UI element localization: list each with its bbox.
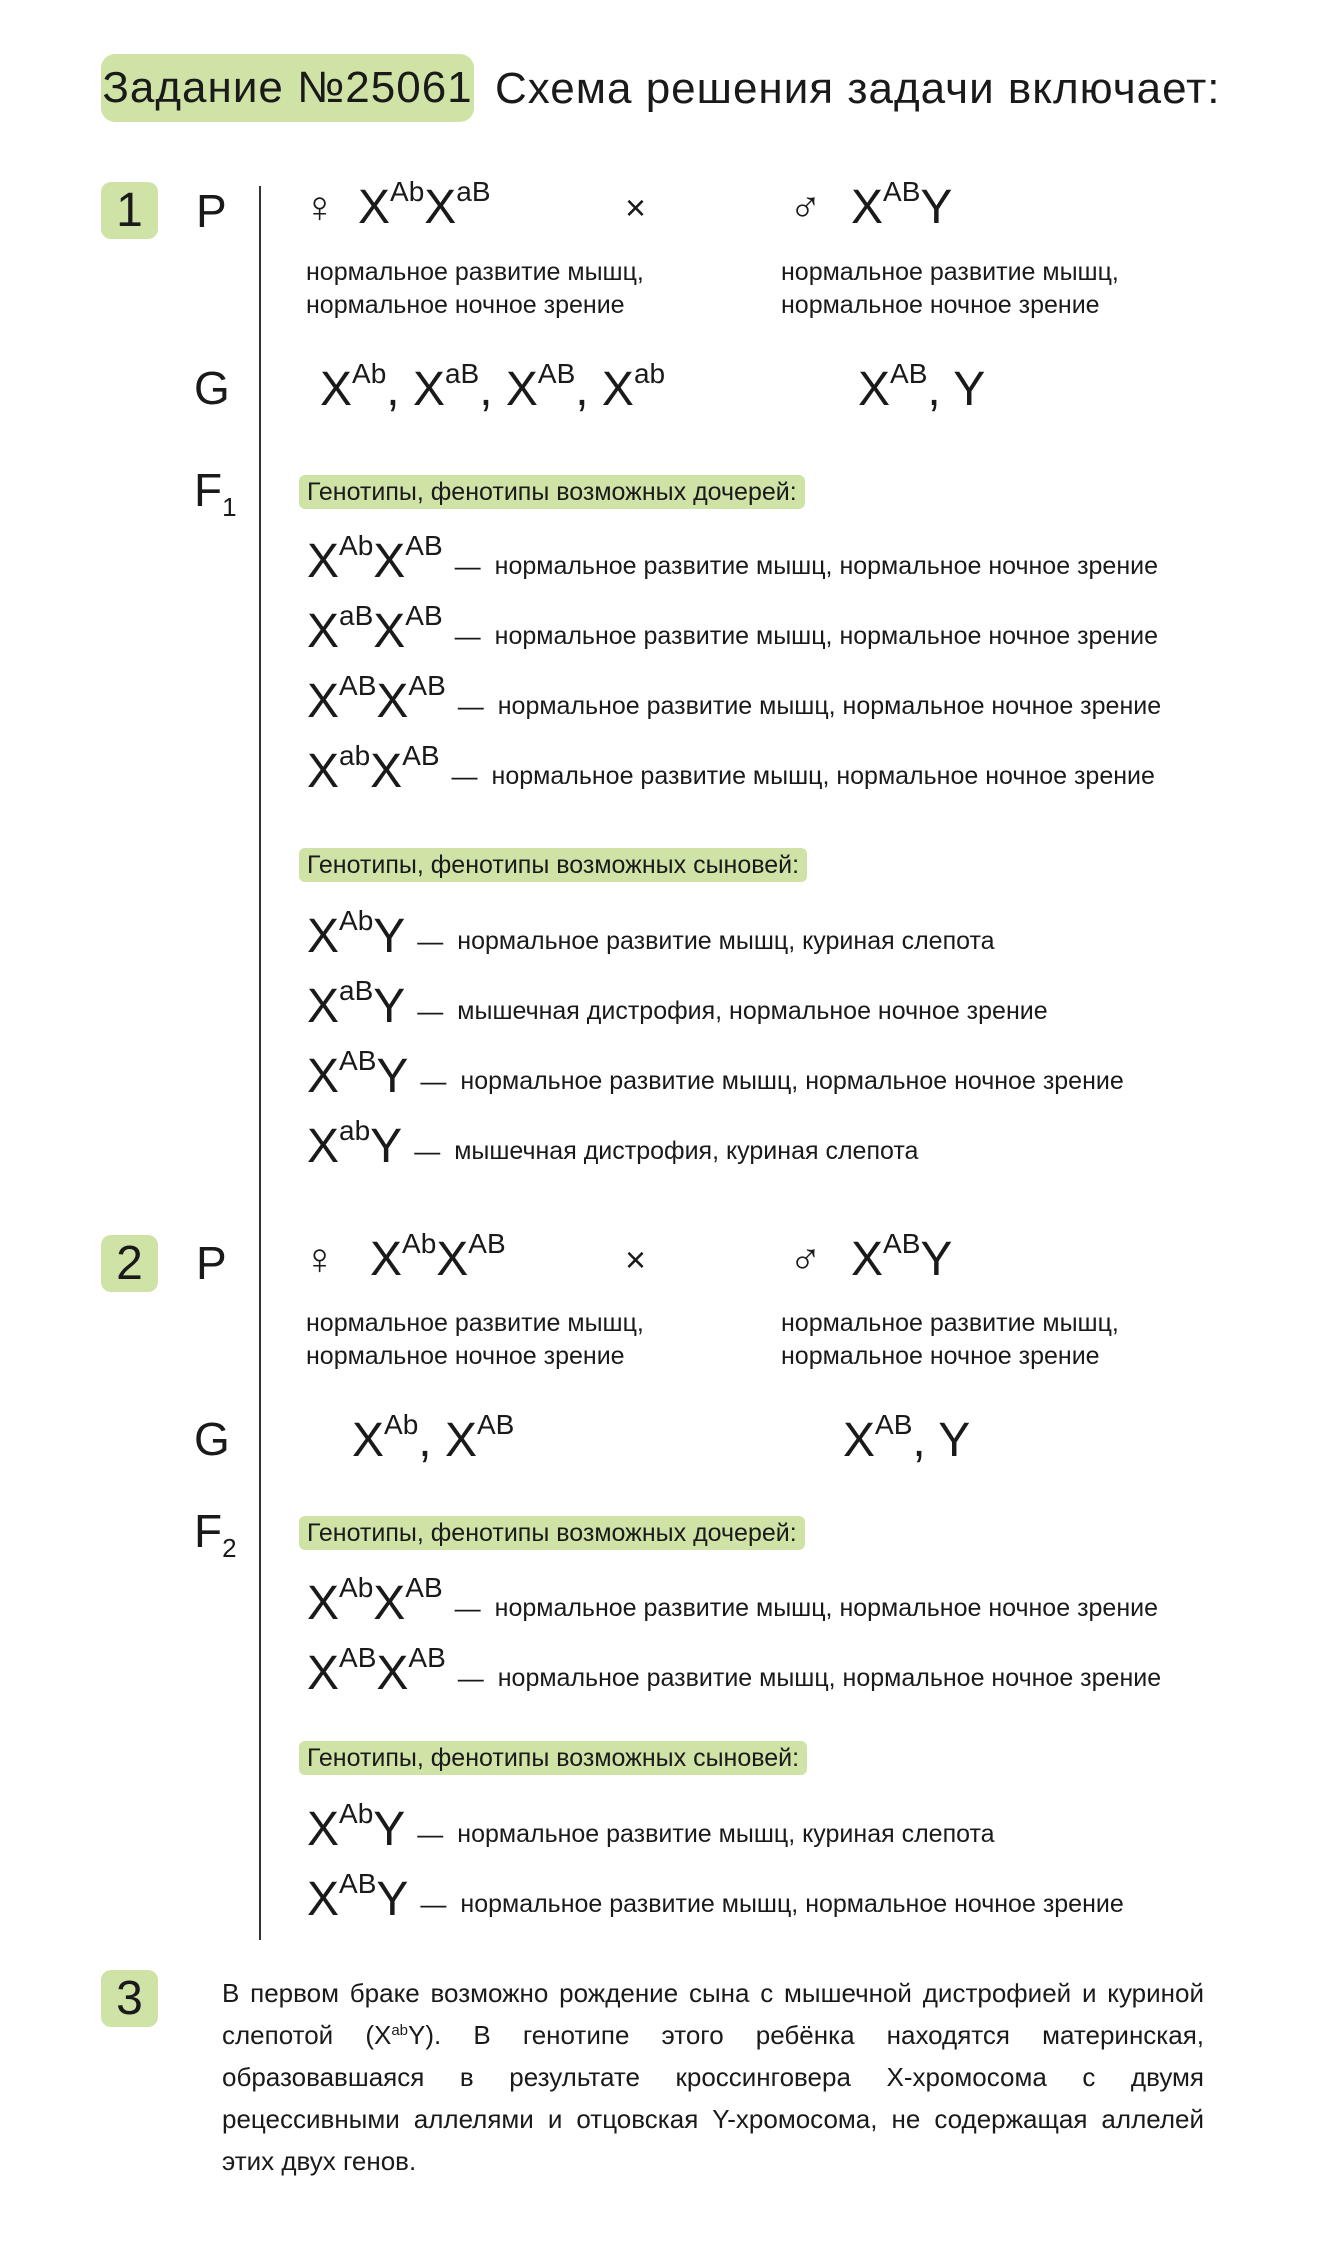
list-item: $X^{aB}Y$ — мышечная дистрофия, нормальное ночное зрение: [307, 975, 1048, 1033]
female-symbol: ♀: [303, 1235, 336, 1284]
list-item: $X^{ab}Y$ — мышечная дистрофия, куриная слепота: [307, 1115, 919, 1173]
cross-symbol: ×: [625, 187, 647, 228]
female-symbol: ♀: [303, 183, 336, 232]
step1-male-phenotype: нормальное развитие мышц, нормальное ночное зрение: [781, 258, 1119, 319]
male-symbol: ♂: [789, 1235, 822, 1284]
step1-female-phenotype: нормальное развитие мышц, нормальное ночное зрение: [306, 258, 644, 319]
male-symbol: ♂: [789, 183, 822, 232]
step-1-badge: 1: [101, 182, 158, 239]
step1-p-label: P: [196, 185, 227, 237]
step2-male-genotype: $X^{AB}Y$: [851, 1228, 953, 1286]
list-item: $X^{aB}X^{AB}$ — нормальное развитие мышц, нормальное ночное зрение: [307, 600, 1159, 658]
list-item: $X^{AB}X^{AB}$ — нормальное развитие мышц, нормальное ночное зрение: [307, 1642, 1162, 1700]
step1-female-gametes: $X^{Ab}$, $X^{aB}$, $X^{AB}$, $X^{ab}$: [320, 358, 666, 416]
step1-sons-title: Генотипы, фенотипы возможных сыновей:: [299, 848, 807, 882]
step2-female-gametes: $X^{Ab}$, $X^{AB}$: [352, 1409, 515, 1467]
step1-male-gametes: $X^{AB}$, Y: [858, 358, 986, 416]
list-item: $X^{AB}X^{AB}$ — нормальное развитие мышц, нормальное ночное зрение: [307, 670, 1162, 728]
step2-male-gametes: $X^{AB}$, Y: [843, 1409, 971, 1467]
task-heading: Схема решения задачи включает:: [495, 64, 1221, 113]
step2-female-phenotype: нормальное развитие мышц, нормальное ночное зрение: [306, 1309, 644, 1370]
list-item: $X^{AB}Y$ — нормальное развитие мышц, нормальное ночное зрение: [307, 1045, 1124, 1103]
step2-female-genotype: $X^{Ab}X^{AB}$: [370, 1228, 506, 1286]
step2-g-label: G: [194, 1413, 230, 1465]
step2-male-phenotype: нормальное развитие мышц, нормальное ночное зрение: [781, 1309, 1119, 1370]
step2-f2-label: $F_2$: [194, 1505, 237, 1563]
step2-sons-title: Генотипы, фенотипы возможных сыновей:: [299, 1741, 807, 1775]
step1-f1-label: $F_1$: [194, 464, 237, 522]
scheme-divider: [259, 186, 261, 1940]
step1-g-label: G: [194, 362, 230, 414]
cross-symbol: ×: [625, 1239, 647, 1280]
list-item: $X^{Ab}Y$ — нормальное развитие мышц, куриная слепота: [307, 1798, 995, 1856]
list-item: $X^{AB}Y$ — нормальное развитие мышц, нормальное ночное зрение: [307, 1868, 1124, 1926]
step1-daughters-title: Генотипы, фенотипы возможных дочерей:: [299, 475, 805, 509]
step2-p-label: P: [196, 1237, 227, 1289]
step2-daughters-title: Генотипы, фенотипы возможных дочерей:: [299, 1516, 805, 1550]
step-3-badge: 3: [101, 1970, 158, 2027]
task-title-badge: Задание №25061: [101, 54, 474, 122]
step-2-badge: 2: [101, 1235, 158, 1292]
list-item: $X^{Ab}Y$ — нормальное развитие мышц, куриная слепота: [307, 905, 995, 963]
conclusion-text: В первом браке возможно рождение сына с мышечной дистрофией и куриной слепотой $(X^{ab}Y)$. В генотипе этого ребёнка находятся материнская, образовавшаяся в результате кроссинговера X-хромосома с двумя рецессивными аллелями и отцовская Y-хромосома, не содержащая аллелей этих двух генов.: [222, 1978, 1205, 2176]
list-item: $X^{Ab}X^{AB}$ — нормальное развитие мышц, нормальное ночное зрение: [307, 530, 1159, 588]
list-item: $X^{ab}X^{AB}$ — нормальное развитие мышц, нормальное ночное зрение: [307, 740, 1155, 798]
list-item: $X^{Ab}X^{AB}$ — нормальное развитие мышц, нормальное ночное зрение: [307, 1572, 1159, 1630]
step1-male-genotype: $X^{AB}Y$: [851, 176, 953, 234]
step1-female-genotype: $X^{Ab}X^{aB}$: [358, 176, 491, 234]
